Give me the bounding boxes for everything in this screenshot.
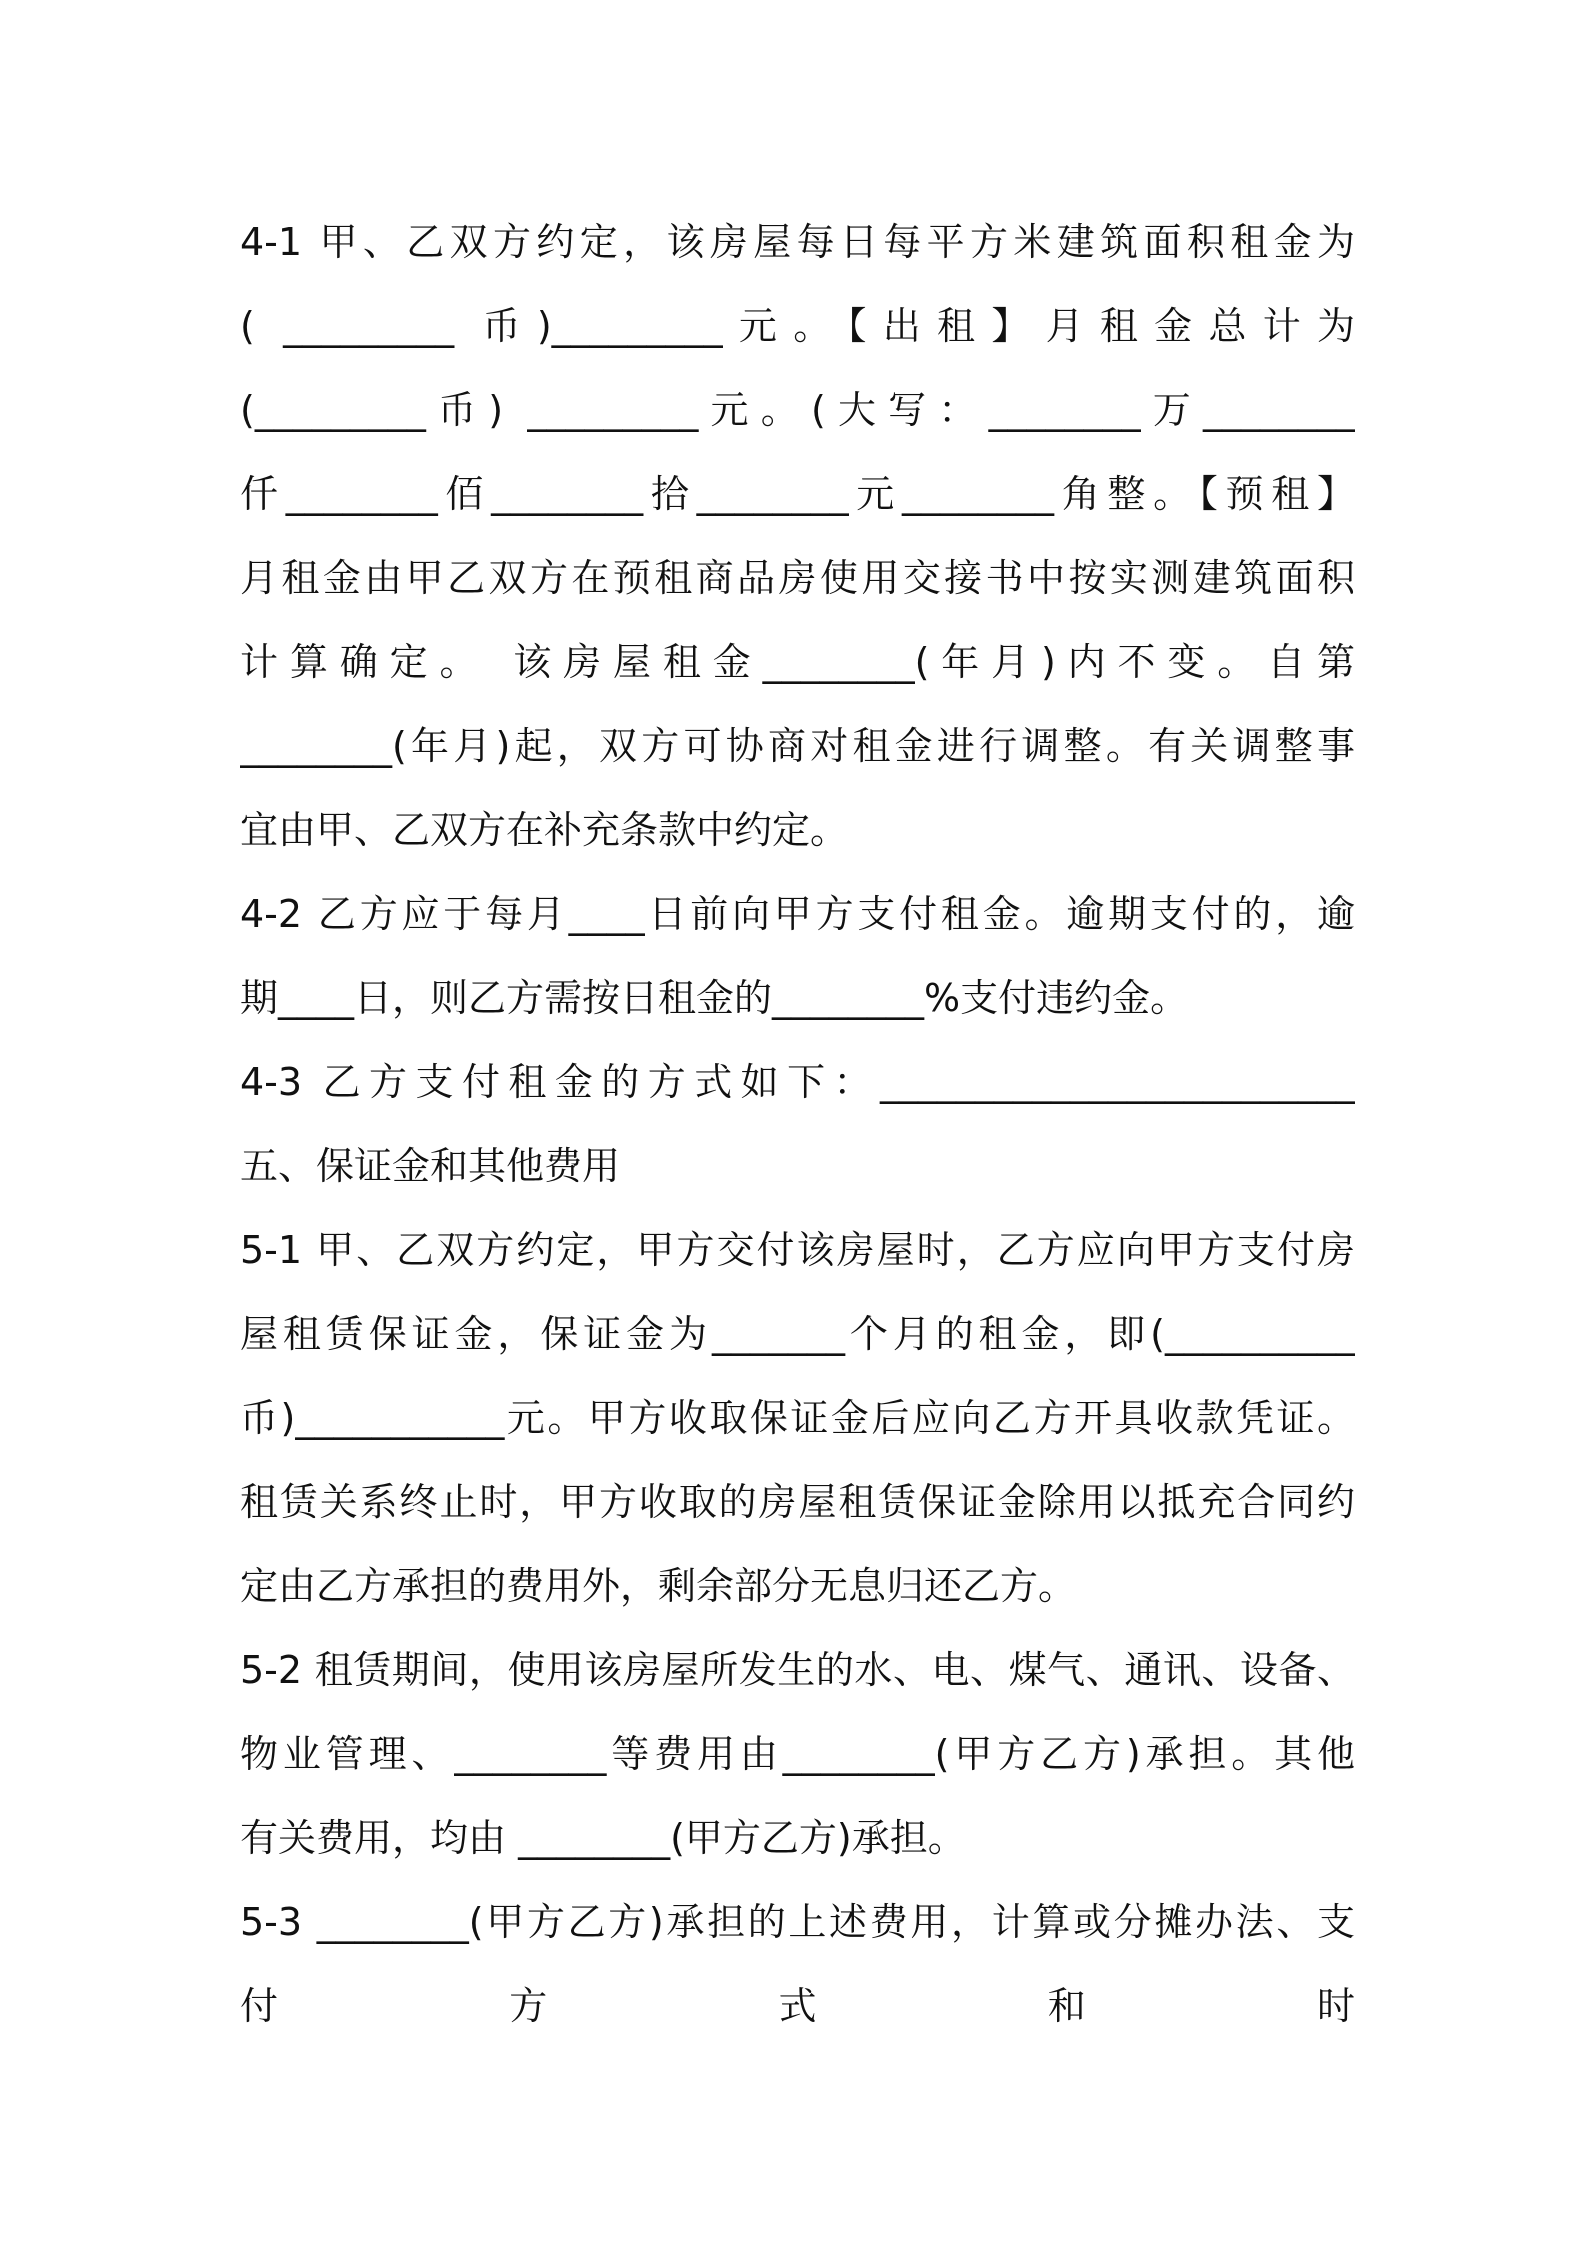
paragraph-line: 5-2 租赁期间，使用该房屋所发生的水、电、煤气、通讯、设备、 [240, 1648, 1355, 1692]
paragraph-line: 租赁关系终止时，甲方收取的房屋租赁保证金除用以抵充合同约 [240, 1480, 1355, 1524]
paragraph-line: ________(年月)起，双方可协商对租金进行调整。有关调整事 [240, 724, 1355, 768]
paragraph-line: 物业管理、________等费用由________(甲方乙方)承担。其他 [240, 1732, 1355, 1776]
document-page [240, 200, 1355, 2048]
paragraph-line: 计算确定。 该房屋租金________(年月)内不变。自第 [240, 640, 1355, 684]
paragraph-line: (_________币) _________元。(大写：________万________ [240, 388, 1355, 432]
paragraph-line: 5-3 ________(甲方乙方)承担的上述费用，计算或分摊办法、支 [240, 1900, 1355, 1944]
paragraph-line: ( _________ 币)_________元。【出租】月租金总计为 [240, 304, 1355, 348]
paragraph-line: 币)___________元。甲方收取保证金后应向乙方开具收款凭证。 [240, 1396, 1355, 1440]
paragraph-line: 4-2 乙方应于每月____日前向甲方支付租金。逾期支付的，逾 [240, 892, 1355, 936]
paragraph-line: 定由乙方承担的费用外，剩余部分无息归还乙方。 [240, 1564, 1077, 1608]
paragraph-line: 月租金由甲乙双方在预租商品房使用交接书中按实测建筑面积 [240, 556, 1355, 600]
paragraph-line: 有关费用，均由 ________(甲方乙方)承担。 [240, 1816, 966, 1860]
paragraph-line: 屋租赁保证金，保证金为_______个月的租金，即(__________ [240, 1312, 1355, 1356]
paragraph-line: 宜由甲、乙双方在补充条款中约定。 [240, 808, 849, 852]
paragraph-line: 4-3 乙方支付租金的方式如下：_________________________ [240, 1060, 1355, 1104]
paragraph-line: 期____日，则乙方需按日租金的________%支付违约金。 [240, 976, 1189, 1020]
paragraph-line: 4-1 甲、乙双方约定，该房屋每日每平方米建筑面积租金为 [240, 220, 1355, 264]
paragraph-line: 仟________佰________拾________元________角整。【预租】 [240, 472, 1355, 516]
section-heading: 五、保证金和其他费用 [240, 1144, 621, 1188]
paragraph-line: 付 方 式 和 时 [240, 1984, 1355, 2028]
paragraph-line: 5-1 甲、乙双方约定，甲方交付该房屋时，乙方应向甲方支付房 [240, 1228, 1355, 1272]
